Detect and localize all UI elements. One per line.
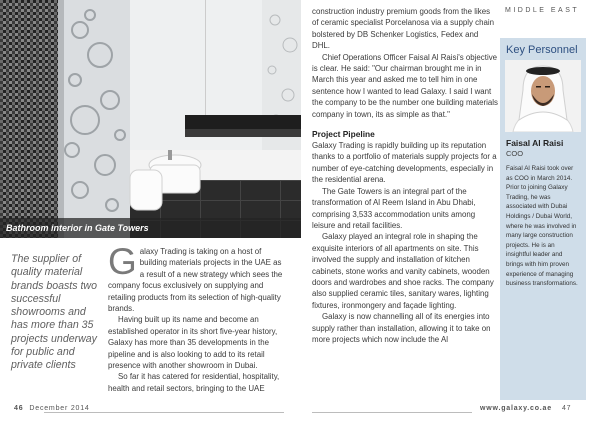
- footer-right: [480, 405, 571, 412]
- photo-caption: Bathroom interior in Gate Towers: [0, 218, 301, 238]
- page-number-left: 46: [14, 405, 24, 412]
- article-column-2: [312, 6, 498, 345]
- section-label: MIDDLE EAST: [505, 7, 580, 14]
- footer-rule-right: [312, 412, 472, 413]
- page-number-right: 47: [561, 405, 572, 412]
- article-paragraph: So far it has catered for residential, hospitality, health and retail sectors, bringing to the UAE: [108, 372, 280, 393]
- person-portrait: [505, 60, 581, 132]
- article-paragraph: Galaxy is now channelling all of its energies into supply rather than installation, allowing it to take on more projects which now include the Al: [312, 312, 491, 344]
- article-paragraph: Having built up its name and become an established operator in its short five-year history, Galaxy has more than 35 developments in the pipeline and is also looking to add to its retail presence with another showroom in Dubai.: [108, 315, 278, 371]
- footer-rule-left: [44, 412, 284, 413]
- article-paragraph: Galaxy Trading is taking on a host of building materials projects in the UAE as a result of a new strategy which sees the company focus exclusively on supplying and retailing products from its selection of high-quality brands.: [108, 241, 283, 314]
- pull-quote: The supplier of quality material brands boasts two successful showrooms and has more than 35 projects underway for public and private clients: [11, 253, 97, 372]
- article-paragraph: The Gate Towers is an integral part of the transformation of Al Reem Island in Abu Dhabi, comprising 3,533 accommodation units among leisure and retail facilities.: [312, 186, 476, 230]
- article-column-1: [108, 241, 284, 394]
- person-role: COO: [506, 149, 524, 158]
- person-name: Faisal Al Raisi: [506, 138, 564, 148]
- key-personnel-sidebar: [500, 38, 586, 400]
- person-bio: Faisal Al Raisi took over as COO in March 2014. Prior to joining Galaxy Trading, he was associated with Dubai Holdings / Dubai World, where he was involved in many large construction projects. He is an insightful leader and brings with him proven experience of managing business transformations.: [506, 165, 578, 288]
- article-paragraph: Galaxy Trading is rapidly building up its reputation thanks to a portfolio of materials supply projects for a number of eye-catching developments, especially in the residential arena.: [312, 141, 497, 185]
- bathroom-illustration: [0, 0, 301, 238]
- drop-cap: G: [108, 241, 137, 282]
- section-subheading: Project Pipeline: [312, 129, 375, 140]
- bathroom-photo: [0, 0, 301, 238]
- article-paragraph: Chief Operations Officer Faisal Al Raisi's objective is clear. He said: "Our chairman brought me in in March this year and asked me to tell him in one sentence how I wanted to lead Galaxy. I said I want the company to be the number one building materials company in town, its as simple as that.": [312, 52, 498, 119]
- sidebar-title: Key Personnel: [506, 44, 578, 56]
- article-paragraph: construction industry premium goods from the likes of ceramic specialist Porcelanosa via a supply chain bolstered by DB Schenker Logistics, Fedex and DHL.: [312, 7, 495, 51]
- footer-left: [14, 405, 90, 412]
- portrait-illustration: [505, 60, 581, 132]
- website-url: www.galaxy.co.ae: [480, 405, 552, 412]
- issue-date: December 2014: [29, 405, 90, 412]
- article-paragraph: Galaxy played an integral role in shaping the exquisite interiors of all apartments on site. This involved the supply and installation of kitchen cabinets, stone works and vanity cabinets, wooden doors and wardrobes and shoe racks. The company also supplied ceramic tiles, sanitary wares, lighting fixtures, ironmongery and façade lighting.: [312, 232, 494, 310]
